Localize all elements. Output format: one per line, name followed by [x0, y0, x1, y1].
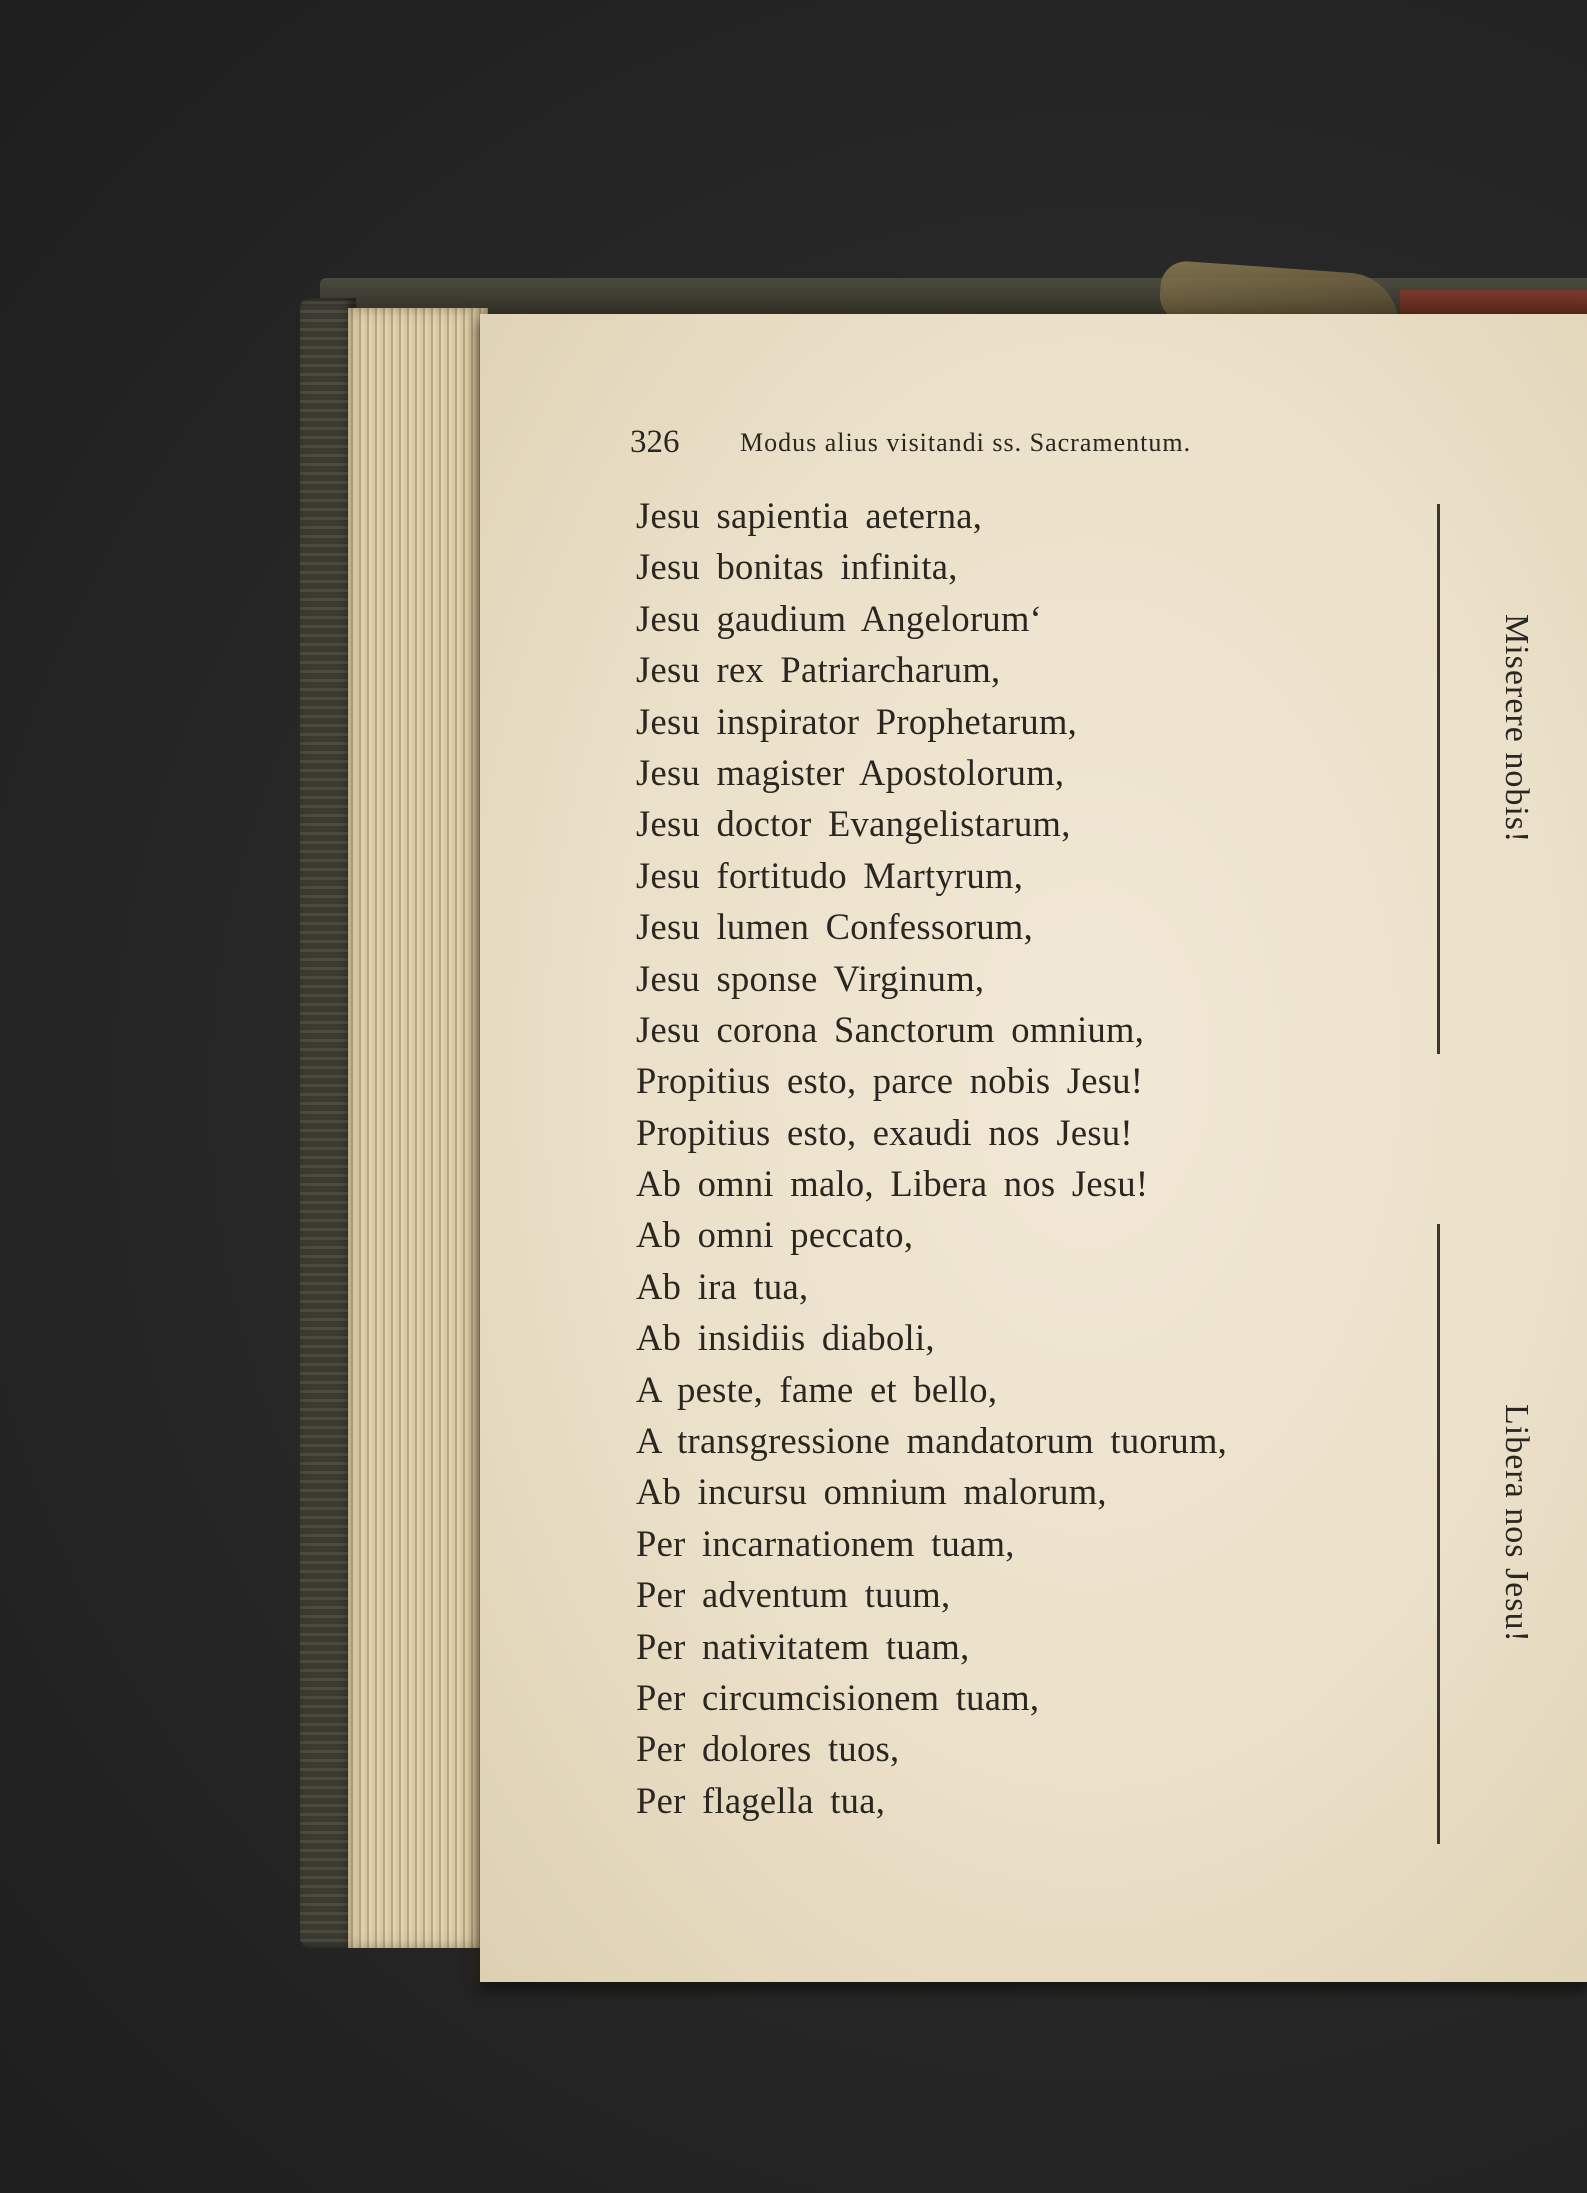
litany-line: Propitius esto, exaudi nos Jesu! — [636, 1111, 1133, 1153]
litany-line: Ab incursu omnium malorum, — [636, 1471, 1107, 1513]
litany-line: Jesu doctor Evangelistarum, — [636, 803, 1071, 845]
litany-line: Per incarnationem tuam, — [636, 1522, 1015, 1564]
page-edges — [348, 308, 488, 1948]
litany-line: Per flagella tua, — [636, 1779, 886, 1821]
litany-line: Per dolores tuos, — [636, 1728, 900, 1770]
litany-line: Jesu lumen Confessorum, — [636, 906, 1034, 948]
litany-line: A transgressione mandatorum tuorum, — [636, 1420, 1228, 1462]
litany-text — [636, 490, 1416, 1826]
litany-line: Jesu bonitas infinita, — [636, 546, 958, 588]
litany-line: Jesu sponse Virginum, — [636, 957, 985, 999]
response-bracket — [1437, 504, 1440, 1054]
litany-line: Jesu inspirator Prophetarum, — [636, 700, 1078, 742]
litany-line: Ab insidiis diaboli, — [636, 1317, 935, 1359]
response-bracket — [1437, 1224, 1440, 1844]
litany-line: Jesu corona Sanctorum omnium, — [636, 1008, 1145, 1050]
litany-line: Propitius esto, parce nobis Jesu! — [636, 1060, 1144, 1102]
running-head: Modus alius visitandi ss. Sacramentum. — [740, 428, 1192, 457]
litany-line: Per circumcisionem tuam, — [636, 1676, 1040, 1718]
litany-line: Per adventum tuum, — [636, 1574, 951, 1616]
litany-line: Jesu fortitudo Martyrum, — [636, 854, 1024, 896]
response-miserere: Miserere nobis! — [1498, 614, 1535, 844]
litany-line: Ab omni malo, Libera nos Jesu! — [636, 1163, 1149, 1205]
litany-line: Jesu rex Patriarcharum, — [636, 649, 1001, 691]
litany-line: Per nativitatem tuam, — [636, 1625, 970, 1667]
litany-line: A peste, fame et bello, — [636, 1368, 998, 1410]
book-page — [480, 314, 1587, 1982]
litany-line: Ab ira tua, — [636, 1265, 809, 1307]
litany-line: Jesu sapientia aeterna, — [636, 495, 983, 536]
response-libera: Libera nos Jesu! — [1498, 1404, 1535, 1643]
page-header — [630, 424, 1370, 474]
litany-line: Jesu gaudium Angelorum‘ — [636, 597, 1043, 639]
book — [300, 268, 1587, 1968]
litany-line: Jesu magister Apostolorum, — [636, 751, 1065, 793]
litany-line: Ab omni peccato, — [636, 1214, 914, 1256]
bookmark-ribbon-red — [1400, 290, 1587, 316]
page-number: 326 — [630, 424, 680, 460]
